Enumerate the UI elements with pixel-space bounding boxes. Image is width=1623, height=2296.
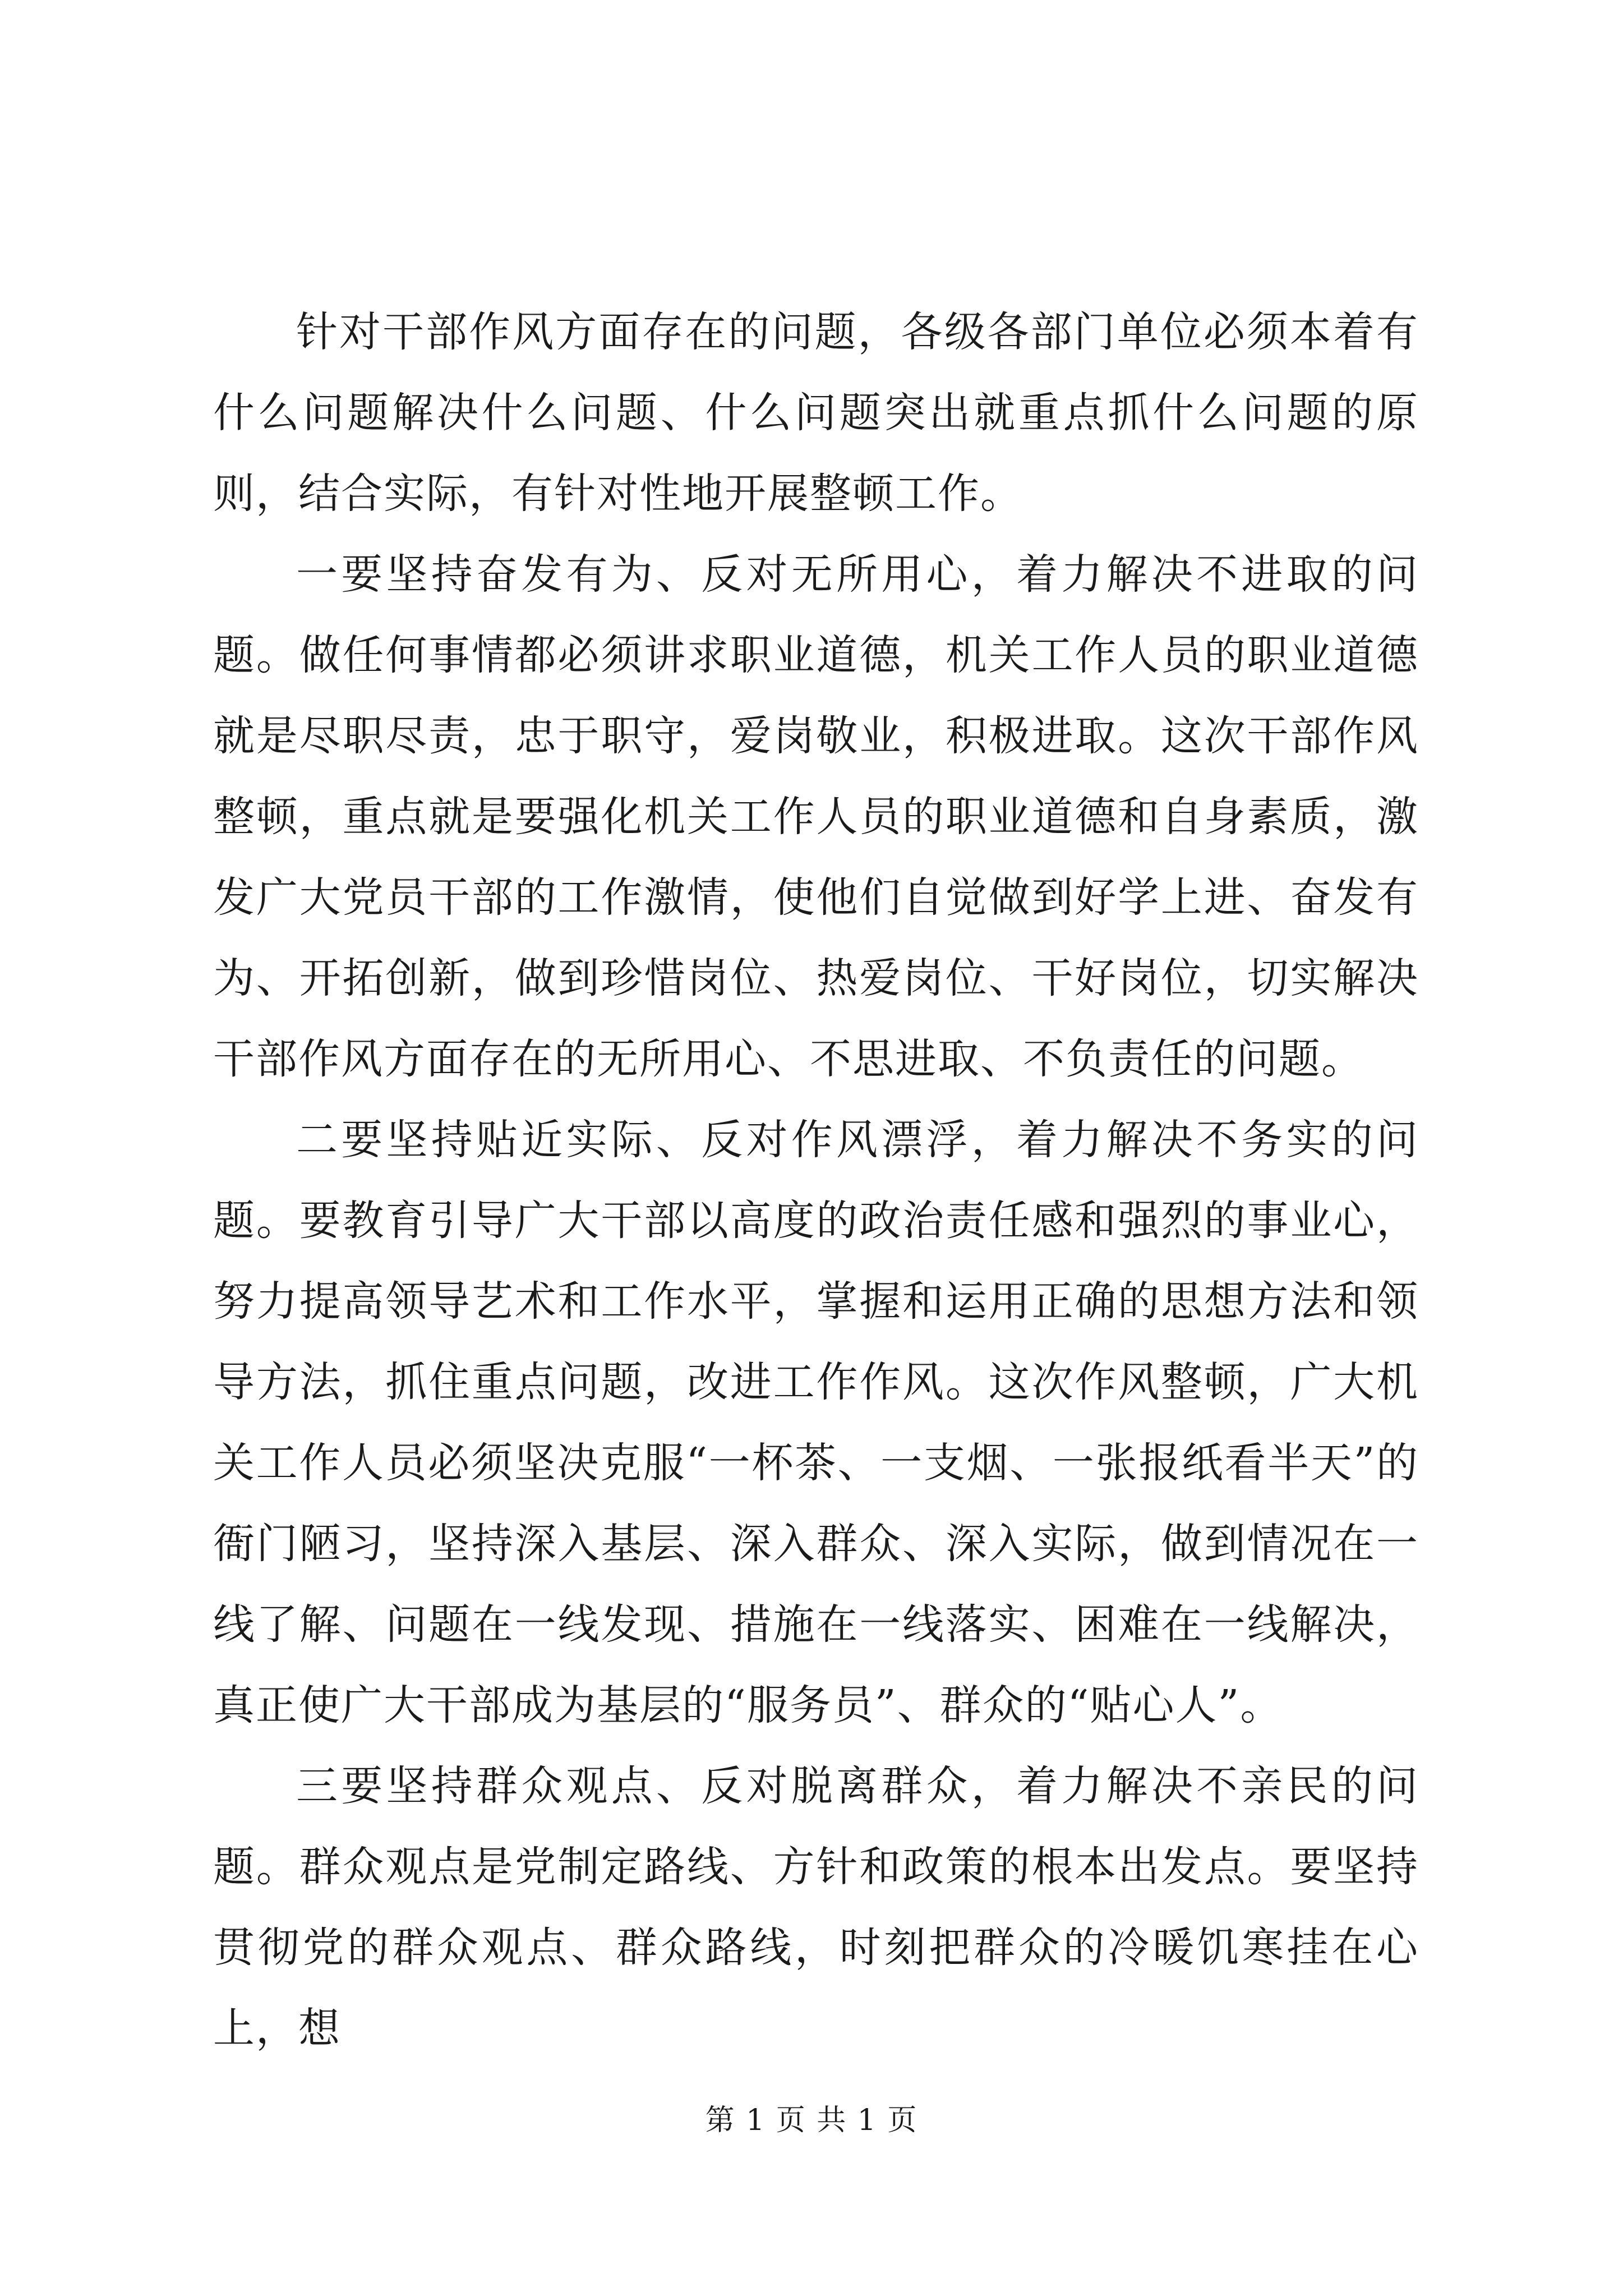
paragraph-point-two: 二要坚持贴近实际、反对作风漂浮，着力解决不务实的问题。要教育引导广大干部以高度的政治责任感和强烈的事业心，努力提高领导艺术和工作水平，掌握和运用正确的思想方法和领导方法，抓住重点问题，改进工作作风。这次作风整顿，广大机关工作人员必须坚决克服“一杯茶、一支烟、一张报纸看半天”的衙门陋习，坚持深入基层、深入群众、深入实际，做到情况在一线了解、问题在一线发现、措施在一线落实、困难在一线解决，真正使广大干部成为基层的“服务员”、群众的“贴心人”。 — [213, 1116, 1419, 1729]
paragraph-point-three: 三要坚持群众观点、反对脱离群众，着力解决不亲民的问题。群众观点是党制定路线、方针和政策的根本出发点。要坚持贯彻党的群众观点、群众路线，时刻把群众的冷暖饥寒挂在心上，想 — [213, 1762, 1419, 2053]
document-body — [213, 292, 1419, 2069]
paragraph-point-one: 一要坚持奋发有为、反对无所用心，着力解决不进取的问题。做任何事情都必须讲求职业道德，机关工作人员的职业道德就是尽职尽责，忠于职守，爱岗敬业，积极进取。这次干部作风整顿，重点就是要强化机关工作人员的职业道德和自身素质，激发广大党员干部的工作激情，使他们自觉做到好学上进、奋发有为、开拓创新，做到珍惜岗位、热爱岗位、干好岗位，切实解决干部作风方面存在的无所用心、不思进取、不负责任的问题。 — [213, 550, 1419, 1083]
page-footer: 第 1 页 共 1 页 — [705, 2104, 918, 2137]
paragraph-intro: 针对干部作风方面存在的问题，各级各部门单位必须本着有什么问题解决什么问题、什么问题突出就重点抓什么问题的原则，结合实际，有针对性地开展整顿工作。 — [213, 308, 1419, 518]
